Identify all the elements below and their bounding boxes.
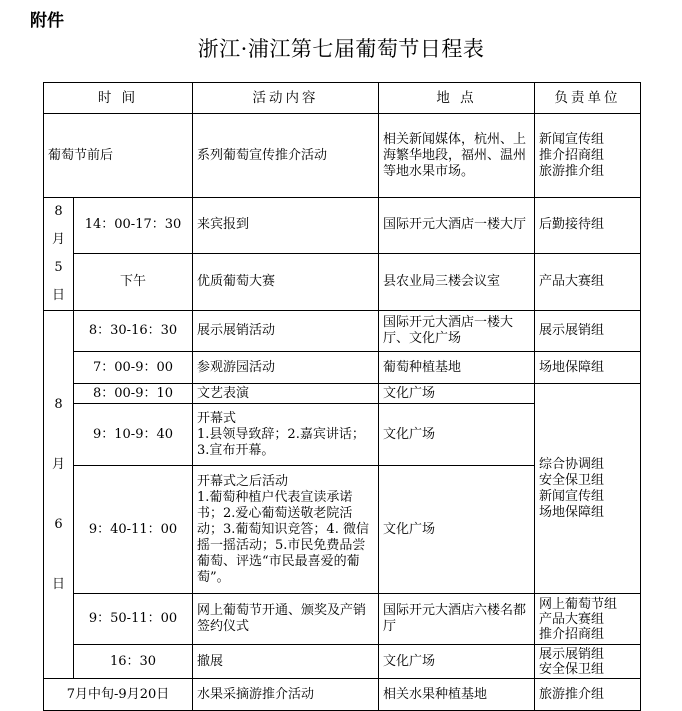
activity-cell: 网上葡萄节开通、颁奖及产销签约仪式 bbox=[193, 594, 379, 645]
activity-cell: 来宾报到 bbox=[193, 198, 379, 254]
date-char: 月 bbox=[51, 456, 65, 472]
date-char: 8 bbox=[54, 396, 63, 412]
header-activity: 活动内容 bbox=[193, 83, 379, 114]
schedule-table bbox=[43, 82, 641, 711]
location-cell: 文化广场 bbox=[379, 404, 535, 466]
time-cell: 葡萄节前后 bbox=[44, 114, 193, 198]
date-char: 8 bbox=[54, 204, 63, 219]
date-char: 6 bbox=[54, 516, 63, 532]
unit-cell: 场地保障组 bbox=[535, 352, 641, 384]
date-cell-aug5 bbox=[44, 198, 74, 311]
unit-cell: 网上葡萄节组 产品大赛组 推介招商组 bbox=[535, 594, 641, 645]
location-cell: 相关新闻媒体，杭州、上海繁华地段，福州、温州等地水果市场。 bbox=[379, 114, 535, 198]
date-char: 日 bbox=[51, 576, 65, 592]
attachment-label: 附件 bbox=[30, 11, 64, 31]
time-cell: 8：00-9：10 bbox=[74, 384, 193, 404]
location-cell: 文化广场 bbox=[379, 384, 535, 404]
table-row bbox=[44, 253, 641, 310]
location-cell: 葡萄种植基地 bbox=[379, 352, 535, 384]
header-unit: 负责单位 bbox=[535, 83, 641, 114]
location-cell: 县农业局三楼会议室 bbox=[379, 253, 535, 310]
table-row bbox=[44, 198, 641, 254]
date-char: 5 bbox=[54, 260, 63, 275]
header-row bbox=[44, 83, 641, 114]
unit-cell: 展示展销组 安全保卫组 bbox=[535, 645, 641, 679]
table-row bbox=[44, 114, 641, 198]
activity-cell: 开幕式之后活动 1.葡萄种植户代表宣读承诺书；2.爱心葡萄送敬老院活动；3.葡萄知识竞答；4. 微信摇一摇活动；5.市民免费品尝葡萄、评选“市民最喜爱的葡萄”。 bbox=[193, 466, 379, 594]
time-cell: 7：00-9：00 bbox=[74, 352, 193, 384]
date-char: 月 bbox=[51, 232, 65, 247]
header-location: 地 点 bbox=[379, 83, 535, 114]
page-title: 浙江·浦江第七届葡萄节日程表 bbox=[197, 37, 485, 61]
location-cell: 国际开元大酒店一楼大厅、文化广场 bbox=[379, 311, 535, 352]
table-row bbox=[44, 352, 641, 384]
activity-cell: 文艺表演 bbox=[193, 384, 379, 404]
time-cell: 下午 bbox=[74, 253, 193, 310]
time-cell: 7月中旬-9月20日 bbox=[44, 679, 193, 711]
time-cell: 14：00-17：30 bbox=[74, 198, 193, 254]
time-cell: 9：10-9：40 bbox=[74, 404, 193, 466]
table-row bbox=[44, 384, 641, 404]
unit-cell: 旅游推介组 bbox=[535, 679, 641, 711]
unit-cell: 展示展销组 bbox=[535, 311, 641, 352]
time-cell: 16：30 bbox=[74, 645, 193, 679]
table-row bbox=[44, 311, 641, 352]
location-cell: 国际开元大酒店六楼名都厅 bbox=[379, 594, 535, 645]
location-cell: 文化广场 bbox=[379, 645, 535, 679]
date-char: 日 bbox=[51, 288, 65, 303]
activity-cell: 系列葡萄宣传推介活动 bbox=[193, 114, 379, 198]
unit-cell-shared: 综合协调组 安全保卫组 新闻宣传组 场地保障组 bbox=[535, 384, 641, 594]
activity-cell: 水果采摘游推介活动 bbox=[193, 679, 379, 711]
table-row bbox=[44, 594, 641, 645]
activity-cell: 撤展 bbox=[193, 645, 379, 679]
unit-cell: 产品大赛组 bbox=[535, 253, 641, 310]
time-cell: 8：30-16：30 bbox=[74, 311, 193, 352]
location-cell: 相关水果种植基地 bbox=[379, 679, 535, 711]
unit-cell: 新闻宣传组 推介招商组 旅游推介组 bbox=[535, 114, 641, 198]
header-time: 时 间 bbox=[44, 83, 193, 114]
time-cell: 9：50-11：00 bbox=[74, 594, 193, 645]
activity-cell: 参观游园活动 bbox=[193, 352, 379, 384]
time-cell: 9：40-11：00 bbox=[74, 466, 193, 594]
activity-cell: 展示展销活动 bbox=[193, 311, 379, 352]
date-cell-aug6 bbox=[44, 311, 74, 679]
activity-cell: 开幕式 1.县领导致辞；2.嘉宾讲话；3.宣布开幕。 bbox=[193, 404, 379, 466]
table-row bbox=[44, 679, 641, 711]
unit-cell: 后勤接待组 bbox=[535, 198, 641, 254]
table-row bbox=[44, 645, 641, 679]
activity-cell: 优质葡萄大赛 bbox=[193, 253, 379, 310]
location-cell: 国际开元大酒店一楼大厅 bbox=[379, 198, 535, 254]
location-cell: 文化广场 bbox=[379, 466, 535, 594]
